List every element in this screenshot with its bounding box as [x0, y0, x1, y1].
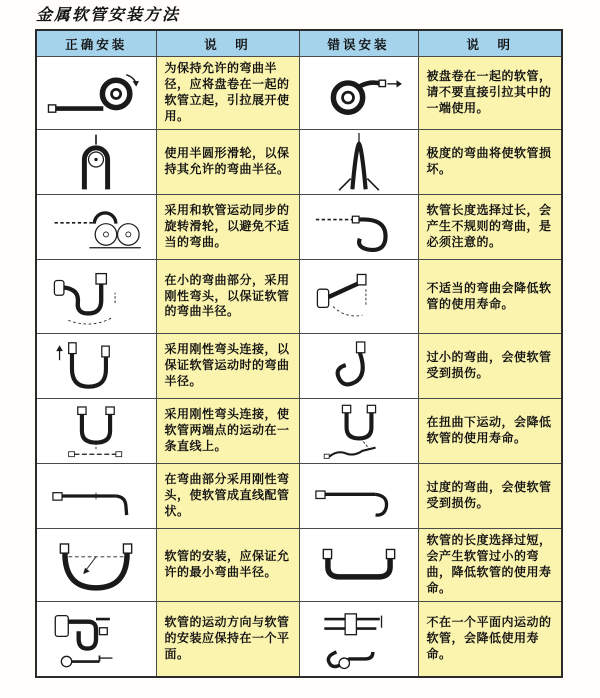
table-row [36, 529, 562, 602]
correct-desc-cell: 采用刚性弯头连接，使软管两端点的运动在一条直线上。 [156, 399, 299, 464]
short-hose-flat-u-icon [304, 533, 414, 597]
table-row [36, 602, 562, 677]
wrong-desc-cell: 不适当的弯曲会降低软管的使用寿命。 [418, 260, 562, 334]
correct-desc-cell: 在弯曲部分采用刚性弯头，使软管成直线配管状。 [156, 464, 299, 529]
correct-image-cell [36, 464, 156, 529]
correct-image-cell [36, 260, 156, 334]
table-row [36, 195, 562, 260]
correct-desc-cell: 采用和软管运动同步的旋转滑轮，以避免不适当的弯曲。 [156, 195, 299, 260]
wrong-image-cell [299, 260, 418, 334]
upright-coil-unrolling-icon [41, 61, 151, 125]
installation-table [35, 29, 563, 678]
wrong-desc-cell: 在扭曲下运动，会降低软管的使用寿命。 [418, 399, 562, 464]
correct-image-cell [36, 57, 156, 130]
wrong-image-cell [299, 334, 418, 399]
header-wrong-desc: 说 明 [418, 30, 562, 57]
overbent-pipe-end-icon [307, 467, 411, 525]
wrong-image-cell [299, 195, 418, 260]
straight-pipe-with-rigid-elbow-icon [44, 467, 148, 525]
same-plane-trap-routing-icon [44, 605, 148, 673]
rigid-elbow-u-connection-icon [46, 337, 146, 395]
minimum-bend-radius-u-icon [41, 533, 151, 597]
correct-desc-cell: 在小的弯曲部分，采用刚性弯头，以保证软管的弯曲半径。 [156, 260, 299, 334]
correct-desc-cell: 使用半圆形滑轮，以保持其允许的弯曲半径。 [156, 130, 299, 195]
table-row [36, 334, 562, 399]
wrong-desc-cell: 软管长度选择过长，会产生不规则的弯曲，是必须注意的。 [418, 195, 562, 260]
wrong-image-cell [299, 130, 418, 195]
wrong-desc-cell: 被盘卷在一起的软管，请不要直接引拉其中的一端使用。 [418, 57, 562, 130]
correct-image-cell [36, 602, 156, 677]
table-row [36, 57, 562, 130]
header-row [36, 30, 562, 57]
table-row [36, 399, 562, 464]
wrong-desc-cell: 极度的弯曲将使软管损坏。 [418, 130, 562, 195]
improper-sharp-angle-bend-icon [307, 264, 411, 330]
page-title: 金属软管安装方法 [36, 5, 181, 24]
header-correct-install: 正确安装 [36, 30, 156, 57]
correct-image-cell [36, 334, 156, 399]
synchronized-rotating-pulleys-icon [41, 198, 151, 256]
u-hose-inline-endpoints-icon [46, 402, 146, 460]
header-wrong-install: 错误安装 [299, 30, 418, 57]
correct-image-cell [36, 130, 156, 195]
rigid-elbow-at-small-bend-icon [44, 264, 148, 330]
u-hose-twisted-motion-icon [309, 402, 409, 460]
wrong-image-cell [299, 602, 418, 677]
correct-desc-cell: 软管的安装，应保证允许的最小弯曲半径。 [156, 529, 299, 602]
flat-coil-end-pulled-icon [304, 61, 414, 125]
table-row [36, 130, 562, 195]
wrong-image-cell [299, 464, 418, 529]
overlong-hose-irregular-loop-icon [309, 198, 409, 256]
table-row [36, 464, 562, 529]
correct-desc-cell: 软管的运动方向与软管的安装应保持在一个平面。 [156, 602, 299, 677]
too-small-bend-hook-icon [309, 337, 409, 395]
wrong-desc-cell: 软管的长度选择过短，会产生软管过小的弯曲，降低软管的使用寿命。 [418, 529, 562, 602]
correct-image-cell [36, 529, 156, 602]
out-of-plane-hose-motion-icon [307, 605, 411, 673]
wrong-image-cell [299, 529, 418, 602]
wrong-desc-cell: 不在一个平面内运动的软管，会降低使用寿命。 [418, 602, 562, 677]
correct-image-cell [36, 399, 156, 464]
correct-image-cell [36, 195, 156, 260]
hose-over-semicircular-pulley-icon [46, 133, 146, 191]
wrong-image-cell [299, 399, 418, 464]
correct-desc-cell: 为保持允许的弯曲半径，应将盘卷在一起的软管立起，引拉展开使用。 [156, 57, 299, 130]
correct-desc-cell: 采用刚性弯头连接，以保证软管运动时的弯曲半径。 [156, 334, 299, 399]
header-correct-desc: 说 明 [156, 30, 299, 57]
wrong-image-cell [299, 57, 418, 130]
sharply-bent-hanging-hose-icon [309, 133, 409, 191]
wrong-desc-cell: 过度的弯曲，会使软管受到损伤。 [418, 464, 562, 529]
table-row [36, 260, 562, 334]
wrong-desc-cell: 过小的弯曲，会使软管受到损伤。 [418, 334, 562, 399]
